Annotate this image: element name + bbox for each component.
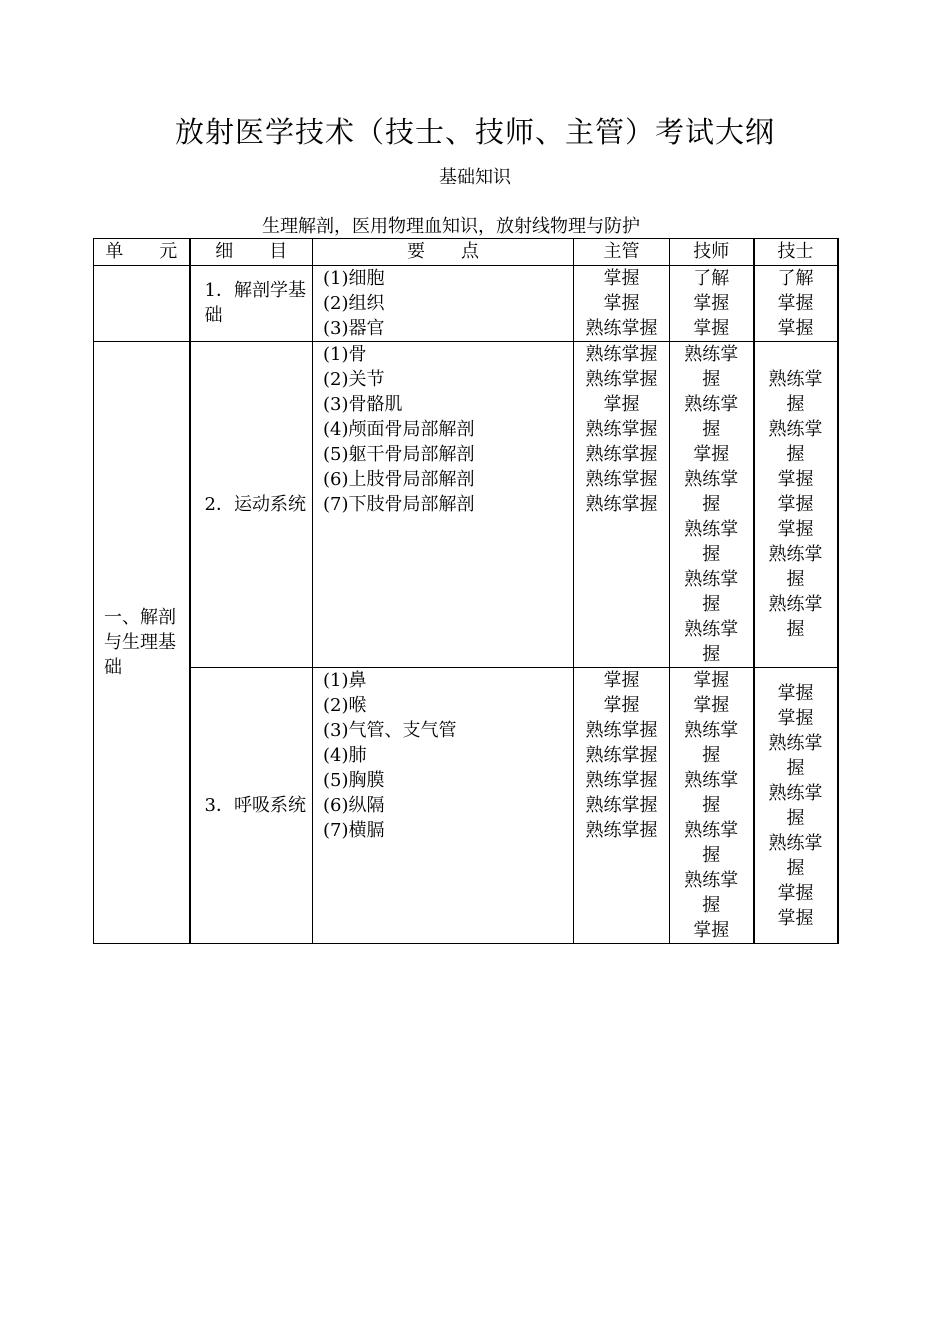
level-line: 熟练掌握 bbox=[768, 369, 823, 415]
level-line: 熟练掌握 bbox=[585, 369, 658, 390]
level-line: 熟练掌握 bbox=[585, 745, 658, 766]
document-title: 放射医学技术（技士、技师、主管）考试大纲 bbox=[174, 115, 775, 149]
level-line: 熟练掌握 bbox=[768, 419, 823, 465]
point-line: (2)关节 bbox=[323, 369, 385, 390]
level-line: 熟练掌握 bbox=[585, 444, 658, 465]
supervisor-level-cell bbox=[574, 266, 670, 342]
level-line: 熟练掌握 bbox=[684, 820, 739, 866]
level-line: 掌握 bbox=[693, 670, 730, 691]
level-line: 掌握 bbox=[603, 695, 640, 716]
level-line: 熟练掌握 bbox=[684, 519, 739, 565]
level-line: 熟练掌握 bbox=[684, 770, 739, 816]
level-line: 掌握 bbox=[777, 318, 814, 339]
unit-cell: 一、解剖与生理基础 bbox=[94, 342, 190, 944]
level-line: 熟练掌握 bbox=[684, 344, 739, 390]
level-line: 掌握 bbox=[777, 519, 814, 540]
header-detail: 细 目 bbox=[190, 239, 313, 266]
technologist-level-cell bbox=[670, 668, 754, 944]
level-line: 掌握 bbox=[693, 920, 730, 941]
point-line: (6)纵隔 bbox=[323, 795, 385, 816]
detail-cell: 1．解剖学基础 bbox=[190, 266, 313, 342]
point-line: (7)下肢骨局部解剖 bbox=[323, 494, 475, 515]
syllabus-table bbox=[93, 238, 839, 944]
header-supervisor: 主管 bbox=[574, 239, 670, 266]
level-line: 熟练掌握 bbox=[684, 394, 739, 440]
point-line: (5)躯干骨局部解剖 bbox=[323, 444, 475, 465]
level-line: 熟练掌握 bbox=[684, 870, 739, 916]
level-line: 掌握 bbox=[777, 907, 814, 929]
technologist-level-cell bbox=[670, 342, 754, 668]
technician-level-cell bbox=[754, 266, 838, 342]
level-line: 熟练掌握 bbox=[684, 469, 739, 515]
level-line: 掌握 bbox=[603, 293, 640, 314]
document-subtitle: 基础知识 bbox=[439, 167, 511, 188]
level-line: 熟练掌握 bbox=[585, 494, 658, 515]
point-line: (5)胸膜 bbox=[323, 770, 385, 791]
table-row bbox=[94, 668, 838, 944]
technician-level-cell bbox=[754, 668, 838, 944]
level-line: 熟练掌握 bbox=[585, 770, 658, 791]
level-line: 熟练掌握 bbox=[768, 732, 823, 779]
technologist-level-cell bbox=[670, 266, 754, 342]
detail-cell: 3．呼吸系统 bbox=[190, 668, 313, 944]
level-line: 掌握 bbox=[777, 882, 814, 904]
technician-level-cell bbox=[754, 342, 838, 668]
table-caption: 生理解剖，医用物理血知识，放射线物理与防护 bbox=[262, 216, 640, 237]
level-line: 熟练掌握 bbox=[768, 544, 823, 590]
level-line: 掌握 bbox=[603, 670, 640, 691]
detail-cell: 2．运动系统 bbox=[190, 342, 313, 668]
point-line: (4)肺 bbox=[323, 745, 367, 766]
level-line: 掌握 bbox=[693, 695, 730, 716]
supervisor-level-cell bbox=[574, 668, 670, 944]
level-line: 熟练掌握 bbox=[585, 820, 658, 841]
level-line: 熟练掌握 bbox=[585, 419, 658, 440]
points-cell bbox=[313, 266, 574, 342]
point-line: (3)器官 bbox=[323, 318, 385, 339]
header-unit: 单 元 bbox=[94, 239, 190, 266]
level-line: 掌握 bbox=[777, 707, 814, 729]
point-line: (2)喉 bbox=[323, 695, 367, 716]
point-line: (7)横膈 bbox=[323, 820, 385, 841]
level-line: 掌握 bbox=[603, 268, 640, 289]
level-line: 掌握 bbox=[777, 469, 814, 490]
point-line: (1)鼻 bbox=[323, 670, 367, 691]
table-row bbox=[94, 266, 838, 342]
header-points: 要 点 bbox=[313, 239, 574, 266]
level-line: 掌握 bbox=[777, 293, 814, 314]
level-line: 熟练掌握 bbox=[684, 569, 739, 615]
level-line: 了解 bbox=[693, 268, 730, 289]
level-line: 熟练掌握 bbox=[585, 795, 658, 816]
level-line: 掌握 bbox=[693, 318, 730, 339]
table-header-row bbox=[94, 239, 838, 266]
points-cell bbox=[313, 668, 574, 944]
level-line: 掌握 bbox=[693, 293, 730, 314]
level-line: 熟练掌握 bbox=[684, 619, 739, 665]
level-line: 熟练掌握 bbox=[768, 594, 823, 640]
point-line: (1)骨 bbox=[323, 344, 367, 365]
level-line: 掌握 bbox=[777, 494, 814, 515]
points-cell bbox=[313, 342, 574, 668]
level-line: 熟练掌握 bbox=[585, 469, 658, 490]
header-technician: 技士 bbox=[754, 239, 838, 266]
point-line: (2)组织 bbox=[323, 293, 385, 314]
level-line: 掌握 bbox=[693, 444, 730, 465]
level-line: 熟练掌握 bbox=[684, 720, 739, 766]
point-line: (3)气管、支气管 bbox=[323, 720, 457, 741]
level-line: 了解 bbox=[777, 268, 814, 289]
level-line: 掌握 bbox=[603, 394, 640, 415]
level-line: 熟练掌握 bbox=[768, 832, 823, 879]
level-line: 熟练掌握 bbox=[585, 318, 658, 339]
point-line: (1)细胞 bbox=[323, 268, 385, 289]
point-line: (6)上肢骨局部解剖 bbox=[323, 469, 475, 490]
table-row bbox=[94, 342, 838, 668]
level-line: 熟练掌握 bbox=[768, 782, 823, 829]
unit-cell-blank bbox=[94, 266, 190, 342]
header-technologist: 技师 bbox=[670, 239, 754, 266]
point-line: (4)颅面骨局部解剖 bbox=[323, 419, 475, 440]
point-line: (3)骨骼肌 bbox=[323, 394, 403, 415]
level-line: 熟练掌握 bbox=[585, 344, 658, 365]
level-line: 掌握 bbox=[777, 682, 814, 704]
level-line: 熟练掌握 bbox=[585, 720, 658, 741]
supervisor-level-cell bbox=[574, 342, 670, 668]
